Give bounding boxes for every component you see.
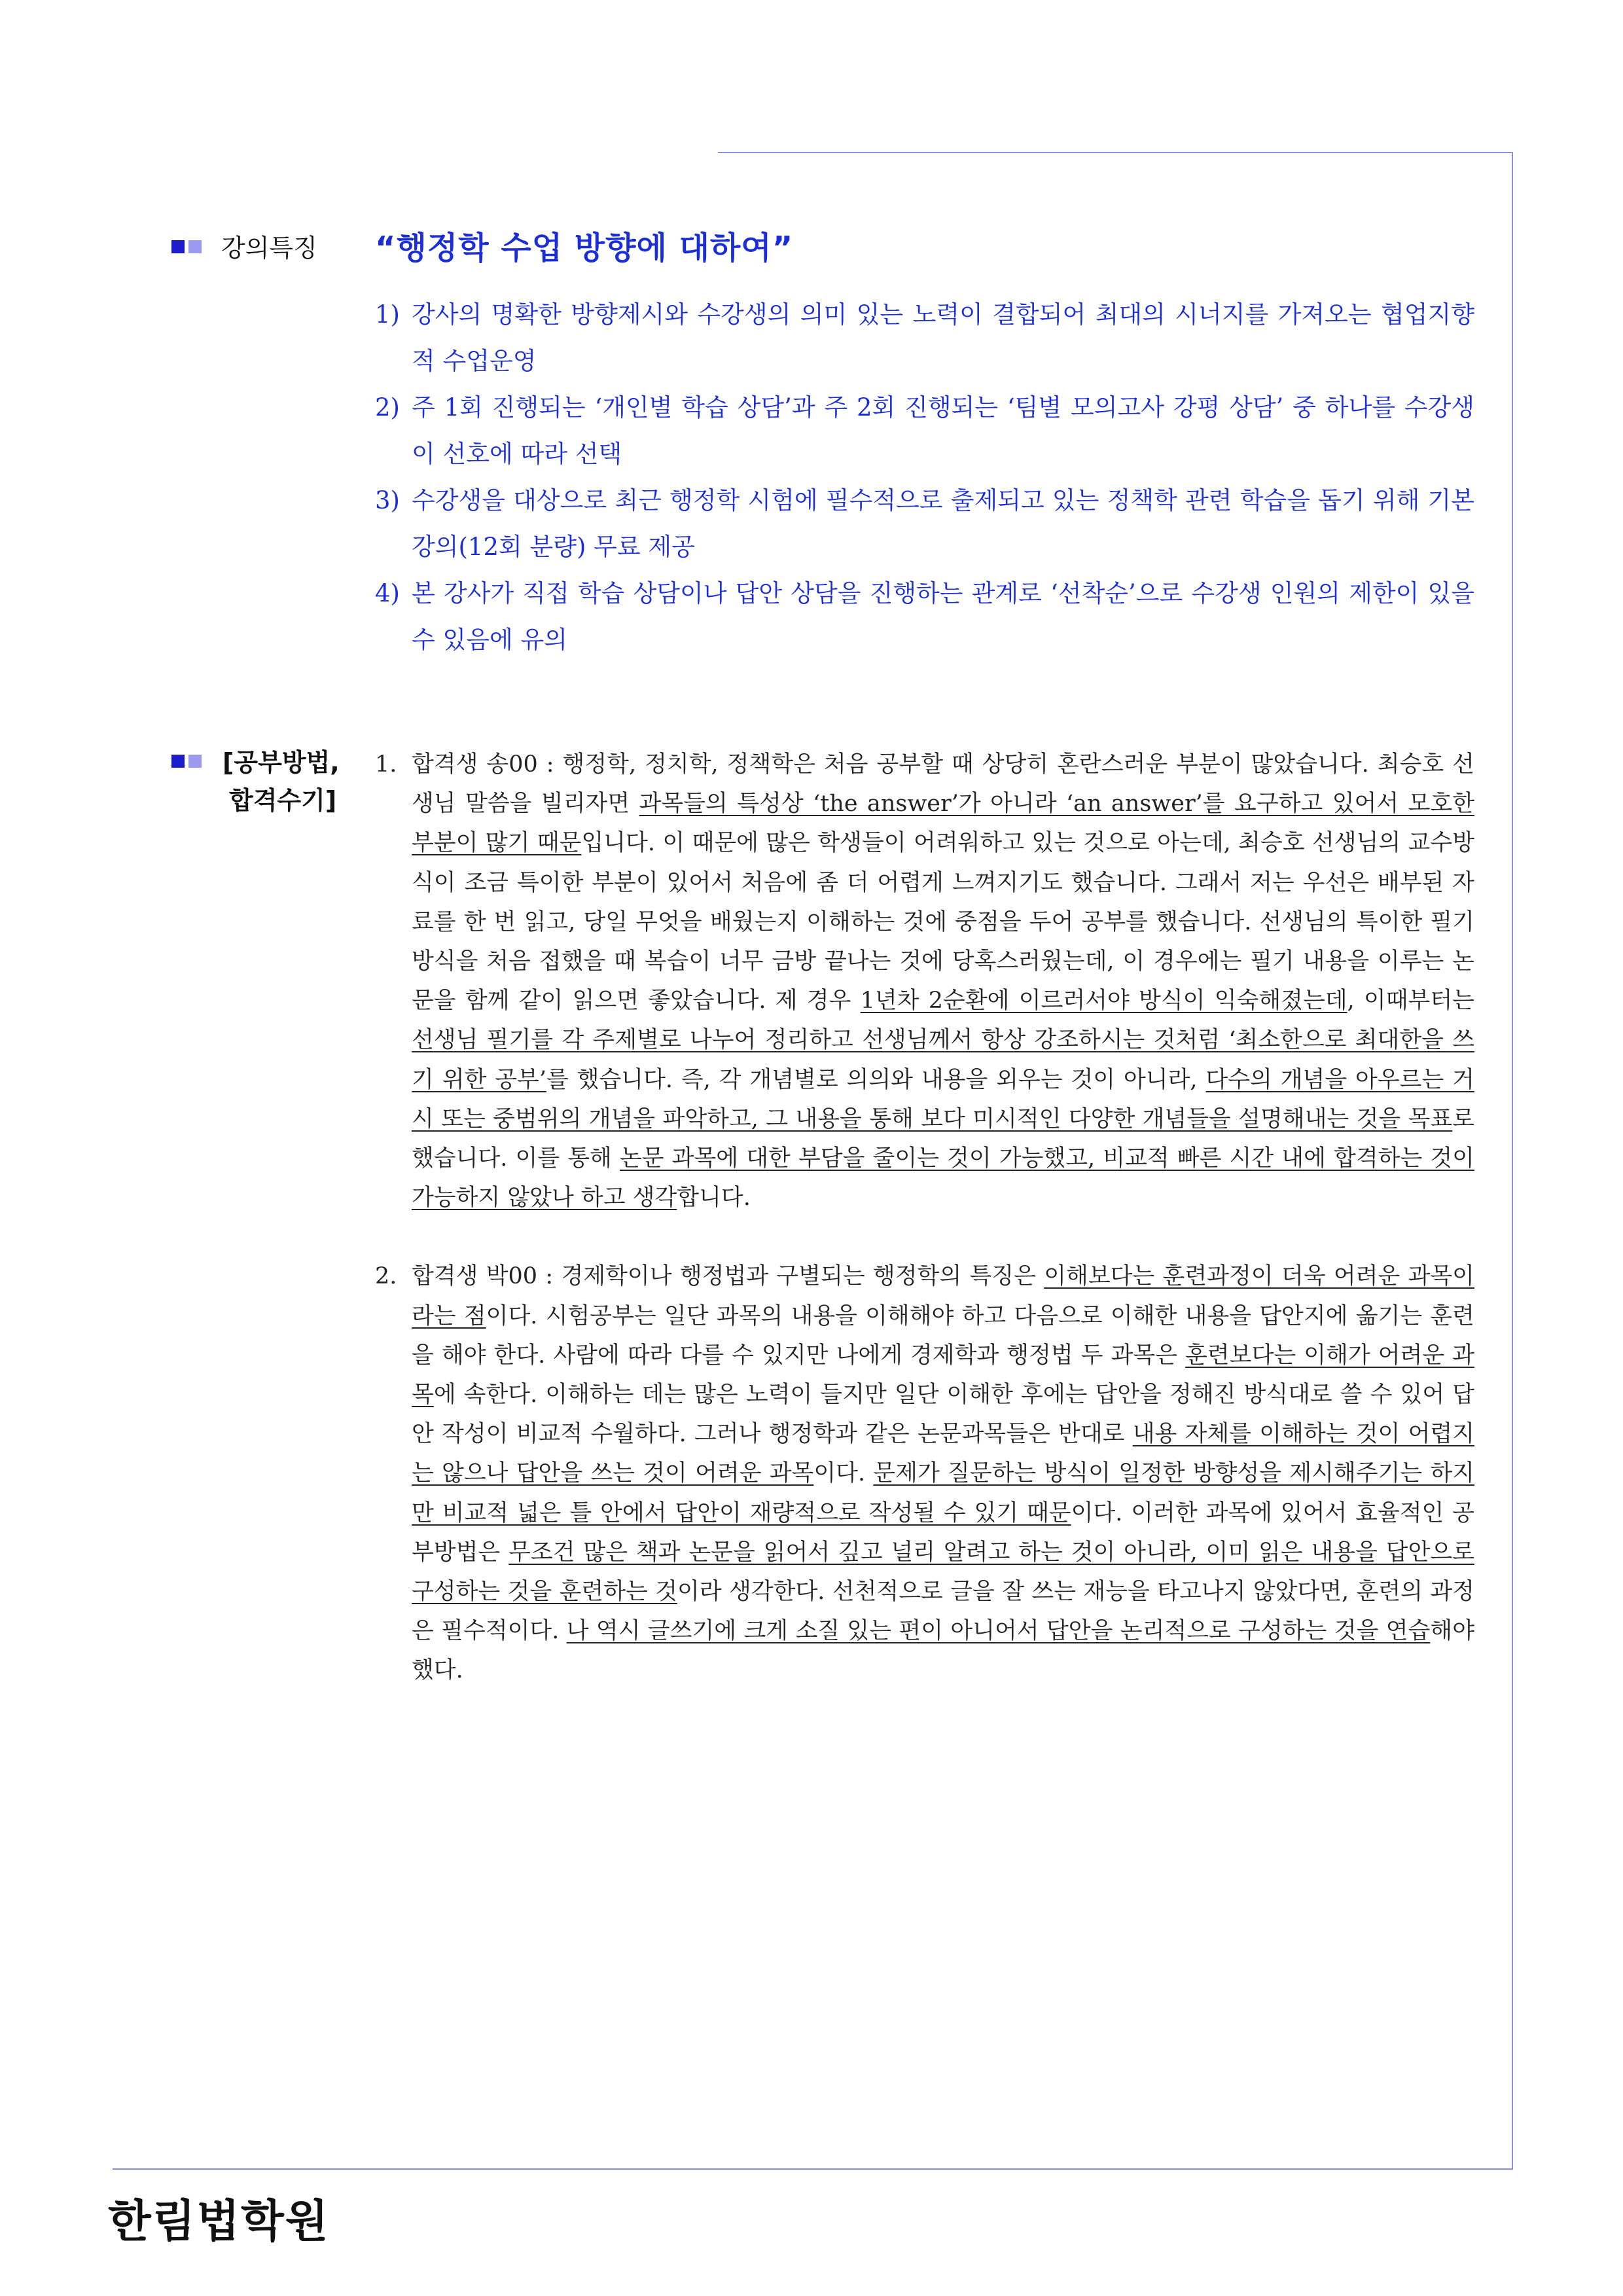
feature-list [375,291,1474,663]
feature-item [375,384,1474,477]
feature-text: 수강생을 대상으로 최근 행정학 시험에 필수적으로 출제되고 있는 정책학 관련 학습을 돕기 위해 기본 강의(12회 분량) 무료 제공 [412,486,1474,561]
feature-number: 3) [375,486,400,514]
review-text: 합격생 송00 : 행정학, 정치학, 정책학은 처음 공부할 때 상당히 혼란스러운 부분이 많았습니다. 최승호 선생님 말씀을 빌리자면 과목들의 특성상 ‘the answer’가 아니라 ‘an answer’를 요구하고 있어서 모호한 부분이 많기 때문입니다. 이 때문에 많은 학생들이 어려워하고 있는 것으로 아는데, 최승호 선생님의 교수방식이 조금 특이한 부분이 있어서 처음에 좀 더 어렵게 느껴지기도 했습니다. 그래서 저는 우선은 배부된 자료를 한 번 읽고, 당일 무엇을 배웠는지 이해하는 것에 중점을 두어 공부를 했습니다. 선생님의 특이한 필기 방식을 처음 접했을 때 복습이 너무 금방 끝나는 것에 당혹스러웠는데, 이 경우에는 필기 내용을 이루는 논문을 함께 같이 읽으면 좋았습니다. 제 경우 1년차 2순환에 이르러서야 방식이 익숙해졌는데, 이때부터는 선생님 필기를 각 주제별로 나누어 정리하고 선생님께서 항상 강조하시는 것처럼 ‘최소한으로 최대한을 쓰기 위한 공부’를 했습니다. 즉, 각 개념별로 의의와 내용을 외우는 것이 아니라, 다수의 개념을 아우르는 거시 또는 중범위의 개념을 파악하고, 그 내용을 통해 보다 미시적인 다양한 개념들을 설명해내는 것을 목표로 했습니다. 이를 통해 논문 과목에 대한 부담을 줄이는 것이 가능했고, 비교적 빠른 시간 내에 합격하는 것이 가능하지 않았나 하고 생각합니다. [412,751,1475,1211]
section-title: “행정학 수업 방향에 대하여” [375,230,794,266]
underlined-phrase: 논문 과목에 대한 부담을 줄이는 것이 가능했고, 비교적 빠른 시간 내에 합격하는 것이 가능하지 않았나 하고 생각 [412,1145,1474,1211]
section-label-line2: 합격수기] [229,786,337,815]
underlined-phrase: 무조건 많은 책과 논문을 읽어서 깊고 널리 알려고 하는 것이 아니라, 이미 읽은 내용을 답안으로 구성하는 것을 훈련하는 것 [412,1539,1474,1605]
section-bullet-icon [171,240,202,253]
underlined-phrase: 과목들의 특성상 ‘the answer’가 아니라 ‘an answer’를 요구하고 있어서 모호한 부분이 많기 때문 [412,791,1474,857]
frame-top-line [718,152,1513,153]
feature-item [375,477,1474,570]
underlined-phrase: 이해보다는 훈련과정이 더욱 어려운 과목이라는 점 [412,1263,1474,1329]
underlined-phrase: 1년차 2순환에 이르러서야 방식이 익숙해졌는데 [860,988,1347,1014]
feature-text: 본 강사가 직접 학습 상담이나 답안 상담을 진행하는 관계로 ‘선착순’으로 수강생 인원의 제한이 있을 수 있음에 유의 [412,579,1474,654]
review-list [375,745,1474,1691]
underlined-phrase: 선생님 필기를 각 주제별로 나누어 정리하고 선생님께서 항상 강조하시는 것처럼 ‘최소한으로 최대한을 쓰기 위한 공부’ [412,1027,1474,1093]
underlined-phrase: 나 역시 글쓰기에 크게 소질 있는 편이 아니어서 답안을 논리적으로 구성하는 것을 연습 [566,1618,1431,1645]
review-number: 1. [375,751,397,778]
feature-number: 4) [375,579,400,607]
review-item [375,1257,1474,1690]
feature-text: 강사의 명확한 방향제시와 수강생의 의미 있는 노력이 결합되어 최대의 시너지를 가져오는 협업지향적 수업운영 [412,300,1474,375]
underlined-phrase: 문제가 질문하는 방식이 일정한 방향성을 제시해주기는 하지만 비교적 넓은 틀 안에서 답안이 재량적으로 작성될 수 있기 때문 [412,1460,1474,1526]
review-text: 합격생 박00 : 경제학이나 행정법과 구별되는 행정학의 특징은 이해보다는 훈련과정이 더욱 어려운 과목이라는 점이다. 시험공부는 일단 과목의 내용을 이해해야 하고 다음으로 이해한 내용을 답안지에 옮기는 훈련을 해야 한다. 사람에 따라 다를 수 있지만 나에게 경제학과 행정법 두 과목은 훈련보다는 이해가 어려운 과목에 속한다. 이해하는 데는 많은 노력이 들지만 일단 이해한 후에는 답안을 정해진 방식대로 쓸 수 있어 답안 작성이 비교적 수월하다. 그러나 행정학과 같은 논문과목들은 반대로 내용 자체를 이해하는 것이 어렵지는 않으나 답안을 쓰는 것이 어려운 과목이다. 문제가 질문하는 방식이 일정한 방향성을 제시해주기는 하지만 비교적 넓은 틀 안에서 답안이 재량적으로 작성될 수 있기 때문이다. 이러한 과목에 있어서 효율적인 공부방법은 무조건 많은 책과 논문을 읽어서 깊고 널리 알려고 하는 것이 아니라, 이미 읽은 내용을 답안으로 구성하는 것을 훈련하는 것이라 생각한다. 선천적으로 글을 잘 쓰는 재능을 타고나지 않았다면, 훈련의 과정은 필수적이다. 나 역시 글쓰기에 크게 소질 있는 편이 아니어서 답안을 논리적으로 구성하는 것을 연습해야 했다. [412,1263,1475,1684]
underlined-phrase: 다수의 개념을 아우르는 거시 또는 중범위의 개념을 파악하고, 그 내용을 통해 보다 미시적인 다양한 개념들을 설명해내는 것을 목표 [412,1066,1474,1132]
underlined-phrase: 훈련보다는 이해가 어려운 과목 [412,1342,1474,1408]
section-label-reviews [223,744,340,819]
section-label-line1: [공부방법, [223,748,340,777]
feature-item [375,291,1474,384]
feature-number: 2) [375,393,400,422]
review-item [375,745,1474,1217]
underlined-phrase: 내용 자체를 이해하는 것이 어렵지는 않으나 답안을 쓰는 것이 어려운 과목 [412,1421,1475,1487]
brand-logo: 한림법학원 [108,2196,330,2248]
review-number: 2. [375,1263,397,1290]
feature-number: 1) [375,300,400,329]
frame-right-line [1512,152,1513,2170]
feature-text: 주 1회 진행되는 ‘개인별 학습 상담’과 주 2회 진행되는 ‘팀별 모의고사 강평 상담’ 중 하나를 수강생이 선호에 따라 선택 [412,393,1474,468]
frame-bottom-line [113,2168,1513,2170]
section-label-features: 강의특징 [221,234,317,262]
section-bullet-icon [171,755,202,768]
feature-item [375,570,1474,663]
